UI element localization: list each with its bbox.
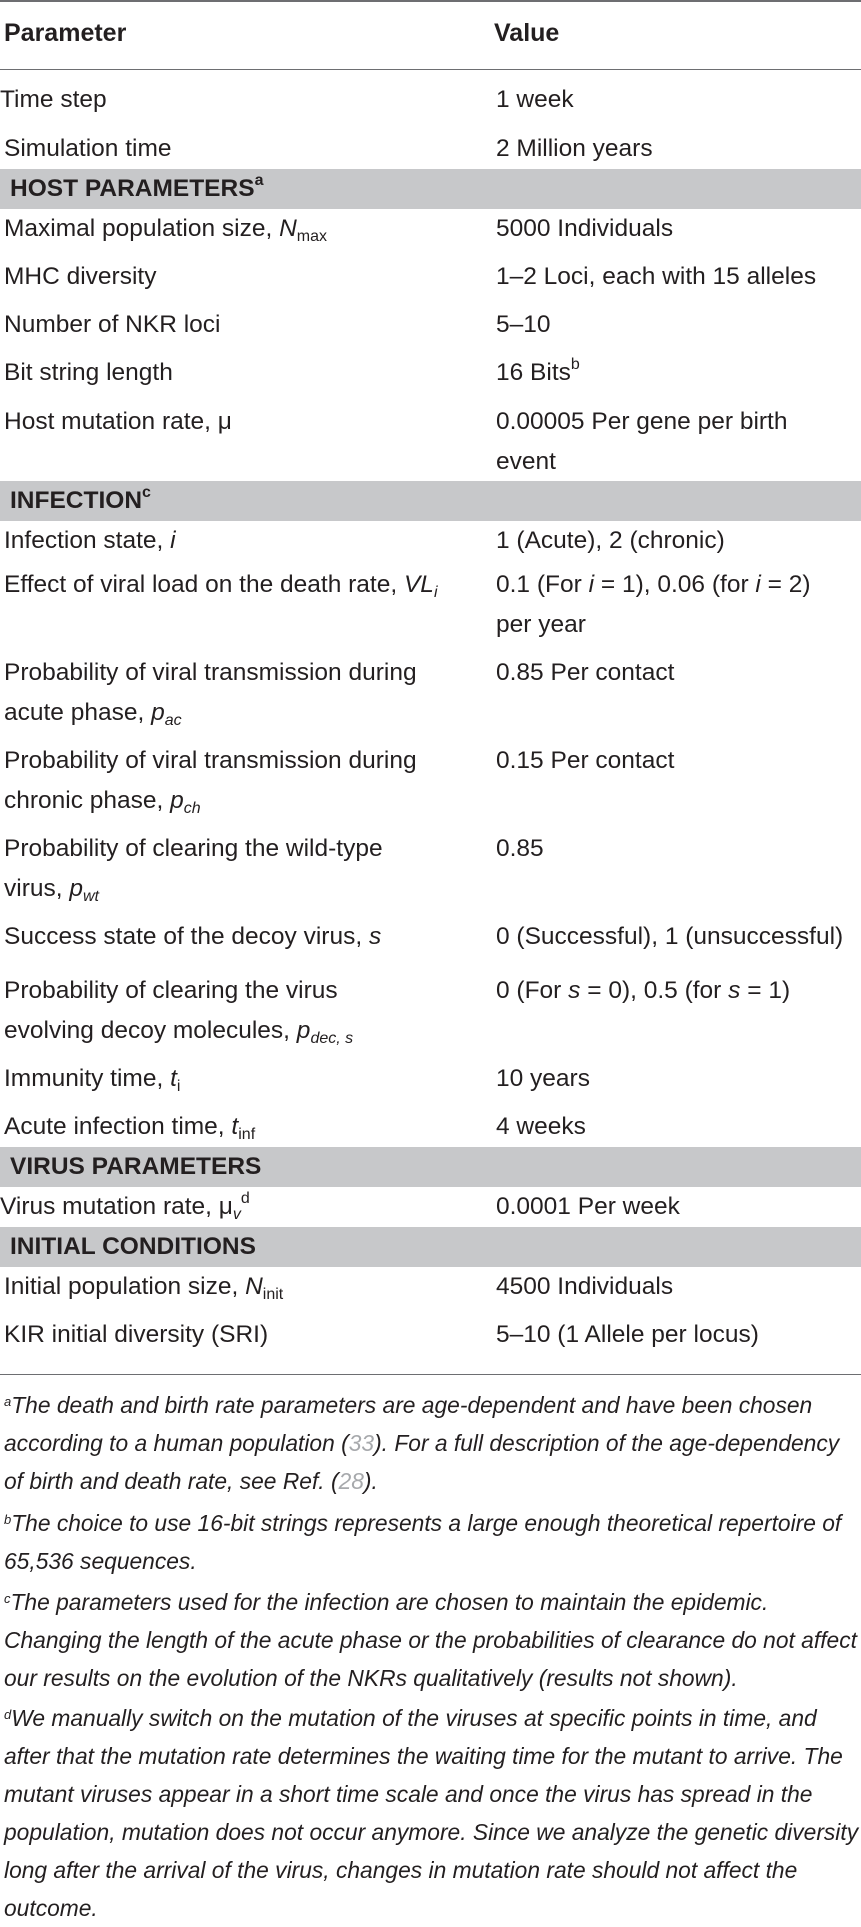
- param-label: Probability of clearing the virus evolving decoy molecules, $p_{dec, s}$: [4, 977, 354, 1047]
- param-label: Infection state, i: [4, 527, 176, 554]
- param-label: Probability of viral transmission during chronic phase, $p_{ch}$: [4, 747, 417, 817]
- param-label: MHC diversity: [4, 263, 157, 290]
- param-value: 5–10 (1 Allele per locus): [496, 1321, 759, 1348]
- footnote-c: $^c$The parameters used for the infection are chosen to maintain the epidemic. Changing the length of the acute phase or the probabilities of clearance do not affect our results on the evolution of the NKRs qualitatively (results not shown).: [4, 1589, 857, 1691]
- param-value: 10 years: [496, 1065, 590, 1092]
- param-value: 0.00005 Per gene per birth event: [496, 408, 788, 475]
- column-header-value: Value: [494, 19, 560, 47]
- param-value: 5–10: [496, 311, 551, 338]
- param-value: 5000 Individuals: [496, 215, 674, 242]
- param-value: 1–2 Loci, each with 15 alleles: [496, 263, 817, 290]
- reference-link[interactable]: 28: [338, 1468, 364, 1494]
- table-bottom-rule: [0, 1374, 861, 1375]
- table-row: [0, 1107, 861, 1147]
- param-label: Acute infection time, $t_{inf}$: [4, 1113, 256, 1143]
- table-row: [0, 917, 861, 957]
- table-row: [0, 741, 861, 821]
- param-label: Probability of viral transmission during acute phase, $p_{ac}$: [4, 659, 417, 729]
- table-row: [0, 305, 861, 345]
- reference-link[interactable]: 33: [348, 1430, 375, 1456]
- param-value: 4 weeks: [496, 1113, 586, 1140]
- section-title: INITIAL CONDITIONS: [10, 1233, 256, 1260]
- param-label: Initial population size, $N_{init}$: [4, 1273, 284, 1303]
- param-value: 2 Million years: [496, 135, 653, 162]
- param-value: 0 (For s = 0), 0.5 (for s = 1): [496, 977, 791, 1004]
- table-row: [0, 1187, 861, 1227]
- param-value: 0.15 Per contact: [496, 747, 675, 774]
- param-label: Success state of the decoy virus, s: [4, 923, 382, 950]
- param-label: Host mutation rate, μ: [4, 408, 232, 435]
- table-row: [0, 1315, 861, 1355]
- param-value: 1 (Acute), 2 (chronic): [496, 527, 725, 554]
- param-value: 0 (Successful), 1 (unsuccessful): [496, 923, 844, 950]
- param-value: 16 Bits$^b$: [496, 356, 580, 386]
- table-row: [0, 129, 861, 169]
- param-label: Maximal population size, $N_{max}$: [4, 215, 328, 245]
- section-band-host: [0, 169, 861, 209]
- param-value: 0.85 Per contact: [496, 659, 675, 686]
- table-row: [0, 971, 861, 1051]
- table-row: [0, 653, 861, 733]
- param-label: Effect of viral load on the death rate, $VL_i$: [4, 571, 438, 601]
- table-row: [0, 209, 861, 249]
- table-row: [0, 521, 861, 561]
- section-band-infection: [0, 481, 861, 521]
- section-band-virus: [0, 1147, 861, 1187]
- footnote-b: $^b$The choice to use 16-bit strings represents a large enough theoretical repertoire of 65,536 sequences.: [4, 1510, 842, 1574]
- section-title: HOST PARAMETERS$^a$: [10, 172, 264, 202]
- param-value: 0.0001 Per week: [496, 1193, 680, 1220]
- table-top-rule: [0, 0, 861, 2]
- param-label: Bit string length: [4, 359, 173, 386]
- param-value: 0.85: [496, 835, 544, 862]
- column-header-parameter: Parameter: [4, 19, 127, 47]
- param-label: Number of NKR loci: [4, 311, 221, 338]
- param-label: Probability of clearing the wild-type virus, $p_{wt}$: [4, 835, 383, 905]
- section-title: INFECTION$^c$: [10, 484, 151, 514]
- param-value: 0.1 (For i = 1), 0.06 (for i = 2) per year: [496, 571, 811, 638]
- table-row: [0, 829, 861, 909]
- param-label: Virus mutation rate, $\mu_v^d$: [0, 1190, 250, 1223]
- table-row: [0, 1059, 861, 1099]
- param-label: KIR initial diversity (SRI): [4, 1321, 269, 1348]
- table-row: [0, 402, 861, 482]
- table-row: [0, 565, 861, 645]
- param-value: 1 week: [496, 86, 574, 113]
- header-rule: [0, 69, 861, 70]
- footnote-a: $^a$The death and birth rate parameters are age-dependent and have been chosen according to a human population (33). For a full description of the age-dependency of birth and death rate, see Ref. (28).: [4, 1392, 840, 1494]
- param-value: 4500 Individuals: [496, 1273, 674, 1300]
- param-label: Time step: [0, 86, 107, 113]
- param-label: Simulation time: [4, 135, 172, 162]
- param-label: Immunity time, $t_i$: [4, 1065, 181, 1095]
- table-row: [0, 257, 861, 297]
- table-row: [0, 80, 861, 120]
- footnote-d: $^d$We manually switch on the mutation of the viruses at specific points in time, and after that the mutation rate determines the waiting time for the mutant to arrive. The mutant viruses appear in a short time scale and once the virus has spread in the population, mutation does not occur anymore. Since we analyze the genetic diversity long after the arrival of the virus, changes in mutation rate should not affect the outcome.: [4, 1705, 859, 1921]
- section-band-initial: [0, 1227, 861, 1267]
- table-row: [0, 1267, 861, 1307]
- section-title: VIRUS PARAMETERS: [10, 1153, 262, 1180]
- table-row: [0, 353, 861, 393]
